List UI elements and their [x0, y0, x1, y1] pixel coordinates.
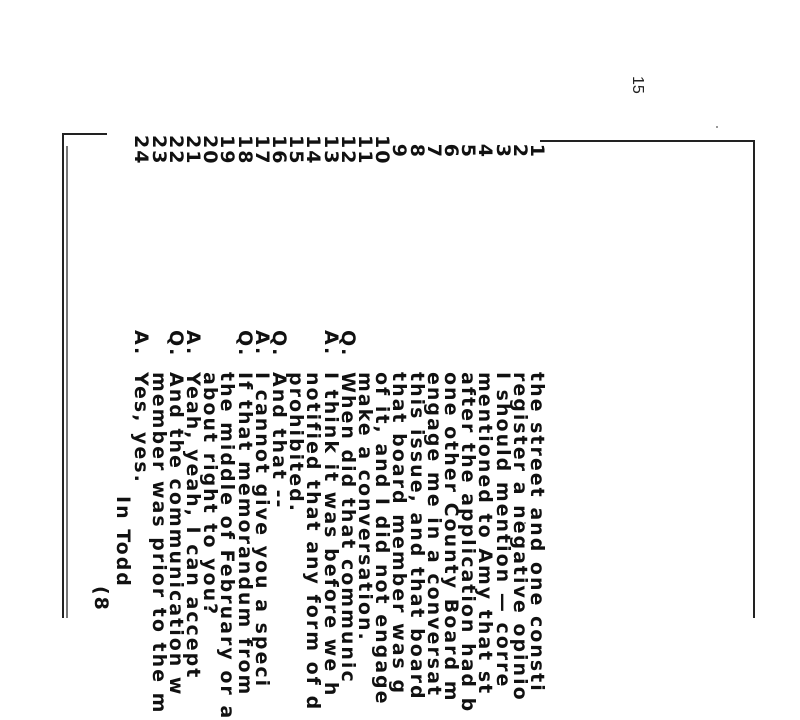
border-right [753, 140, 755, 618]
line-number: 9 [388, 143, 411, 159]
line-text: about right to you? [199, 372, 222, 617]
border-left-inner [66, 146, 68, 618]
line-number: 23 [147, 135, 170, 166]
line-text: Yeah, yeah, I can accept [182, 372, 204, 680]
line-text: make a conversation. [354, 372, 376, 642]
line-number: 20 [199, 135, 222, 166]
footer-paren: (8 [90, 586, 112, 612]
line-text: this issue, and that board [405, 372, 428, 701]
line-number: 2 [508, 143, 531, 159]
line-number: 3 [491, 143, 514, 159]
line-text: one other County Board m [440, 372, 462, 703]
line-text: prohibited. [285, 372, 308, 513]
line-number: 10 [371, 135, 394, 166]
line-text: And that -- [268, 372, 290, 510]
line-text: If that memorandum from [233, 372, 256, 697]
line-text: that board member was g [388, 372, 411, 696]
line-text: register a negative opinio [508, 372, 531, 702]
line-text: after the application had b [457, 372, 480, 714]
page-number: 15 [629, 76, 646, 94]
line-number: 19 [216, 135, 239, 166]
line-text: of it, and I did not engage [371, 372, 394, 706]
line-number: 8 [405, 143, 428, 159]
line-text: I should mention — corre [491, 372, 514, 689]
line-number: 4 [474, 143, 497, 159]
border-left [62, 133, 64, 618]
line-number: 13 [319, 135, 342, 166]
line-number: 7 [422, 143, 445, 159]
qa-marker: A. [319, 330, 342, 357]
line-text: When did that communic [336, 372, 359, 684]
footer-text: In Todd [112, 496, 134, 588]
line-number: 21 [182, 135, 204, 166]
border-top-left [64, 133, 107, 135]
line-text: the street and one consti [526, 372, 548, 693]
line-text: member was prior to the m [147, 372, 170, 715]
qa-marker: Q. [164, 330, 187, 358]
qa-marker: Q. [268, 330, 290, 358]
line-number: 17 [250, 135, 273, 166]
line-text: mentioned to Amy that st [474, 372, 497, 696]
line-number: 12 [336, 135, 359, 166]
line-number: 16 [268, 135, 290, 166]
line-number: 1 [526, 143, 548, 159]
line-number: 18 [233, 135, 256, 166]
qa-marker: Q. [336, 330, 359, 358]
scan-speck [716, 126, 718, 128]
line-text: engage me in a conversat [422, 372, 445, 698]
line-number: 11 [354, 135, 376, 166]
line-number: 24 [130, 135, 153, 166]
border-top-right [540, 140, 755, 142]
line-number: 15 [285, 135, 308, 166]
line-number: 14 [302, 135, 325, 166]
line-text: the middle of February or a [216, 372, 239, 720]
line-text: notified that any form of d [302, 372, 325, 712]
line-number: 5 [457, 143, 480, 159]
qa-marker: A. [250, 330, 273, 357]
qa-marker: Q. [233, 330, 256, 358]
line-number: 6 [440, 143, 462, 159]
line-number: 22 [164, 135, 187, 166]
qa-marker: A. [182, 330, 204, 357]
line-text: And the communication w [164, 372, 187, 697]
line-text: I cannot give you a speci [250, 372, 273, 689]
qa-marker: A. [130, 330, 153, 357]
line-text: I think it was before we h [319, 372, 342, 698]
line-text: Yes, yes. [130, 372, 153, 484]
